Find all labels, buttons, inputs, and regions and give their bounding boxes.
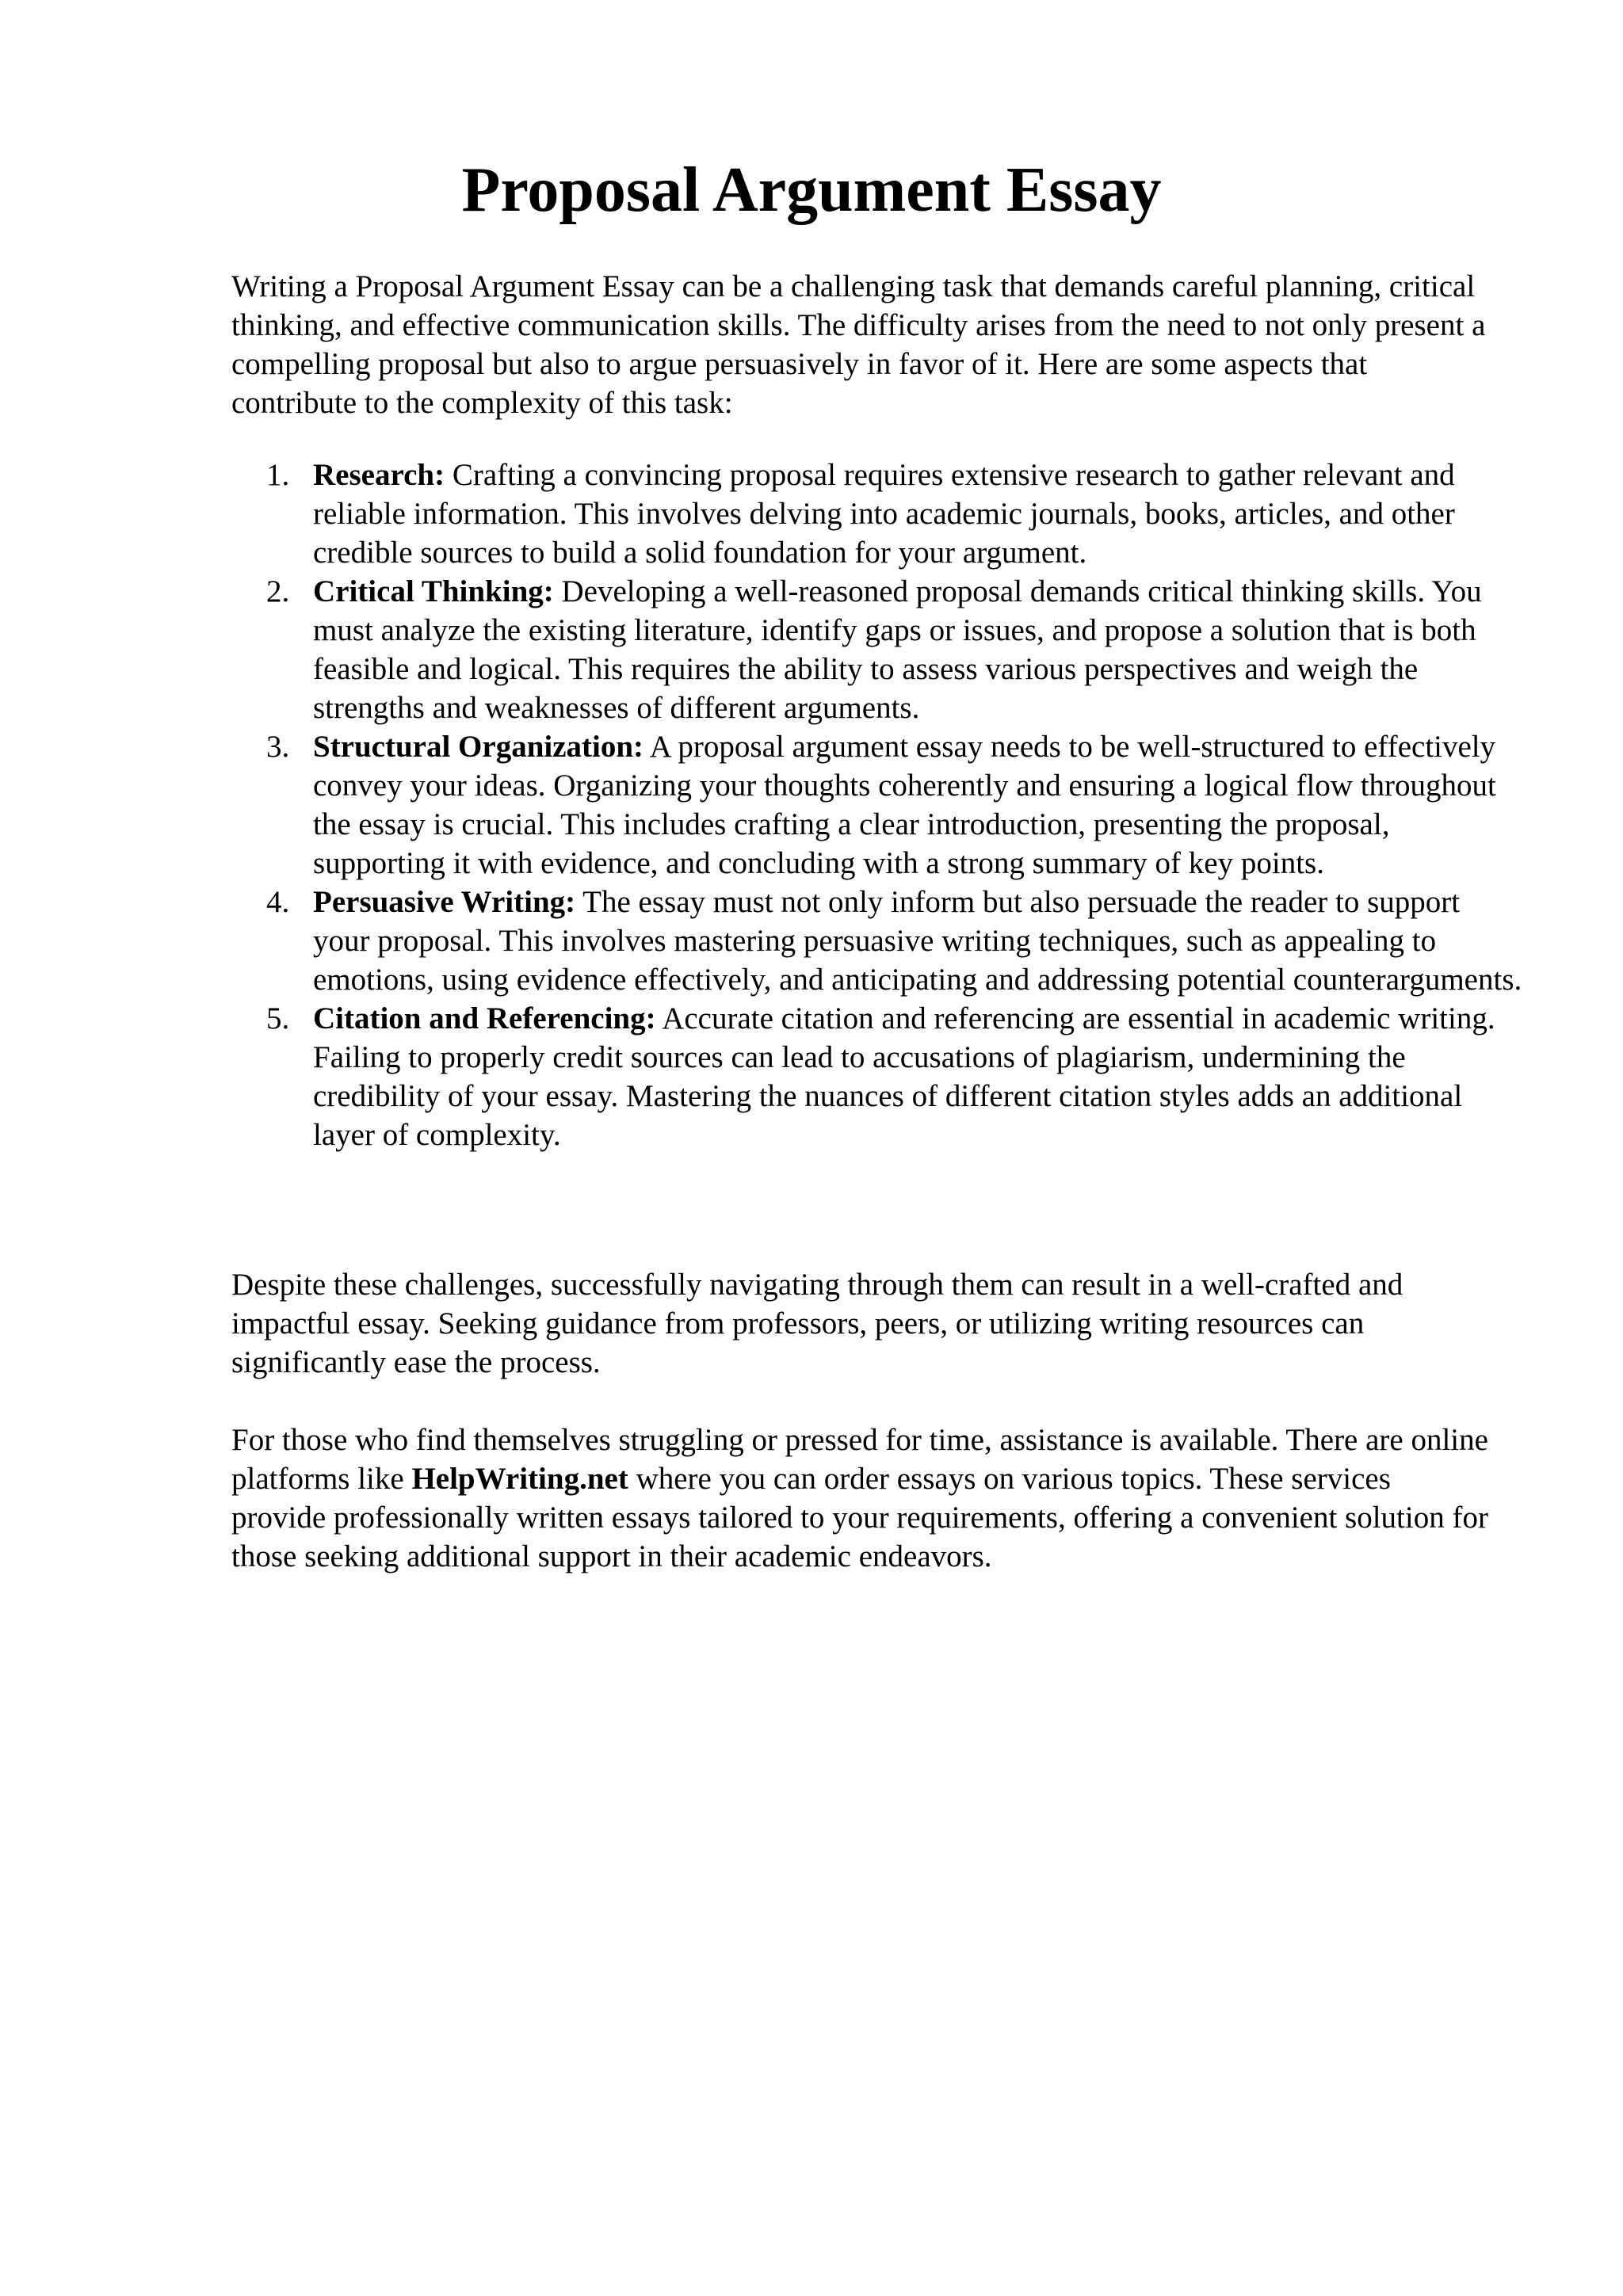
- list-item-term: Structural Organization:: [313, 730, 644, 764]
- list-item: [231, 727, 1523, 883]
- page-title: Proposal Argument Essay: [461, 155, 1162, 225]
- list-item-term: Research:: [313, 458, 445, 492]
- list-item-number: 1.: [266, 458, 290, 492]
- list-item: [231, 572, 1523, 727]
- list-item-text: Crafting a convincing proposal requires extensive research to gather relevant and reliable information. This involves delving into academic journals, books, articles, and other credible sources to build a solid foundation for your argument.: [313, 458, 1455, 570]
- list-item: [231, 883, 1523, 999]
- list-item-text: Developing a well-reasoned proposal demands critical thinking skills. You must analyze the existing literature, identify gaps or issues, and propose a solution that is both feasible and logical. This requires the ability to assess various perspectives and weigh the strengths and weaknesses of different arguments.: [313, 574, 1482, 725]
- brand-name: HelpWriting.net: [411, 1462, 628, 1496]
- list-item-text: A proposal argument essay needs to be well-structured to effectively convey your ideas. Organizing your thoughts coherently and ensuring a logical flow throughout the essay is crucial. This includes crafting a clear introduction, presenting the proposal, supporting it with evidence, and concluding with a strong summary of key points.: [313, 730, 1496, 880]
- list-item-term: Critical Thinking:: [313, 574, 554, 608]
- list-item-term: Persuasive Writing:: [313, 885, 576, 919]
- aspects-list: [231, 456, 1523, 1154]
- list-item-number: 3.: [266, 730, 290, 764]
- list-item-number: 2.: [266, 574, 290, 608]
- list-item-term: Citation and Referencing:: [313, 1001, 656, 1035]
- list-item-number: 4.: [266, 885, 290, 919]
- list-item-number: 5.: [266, 1001, 290, 1035]
- closing-text-after: where you can order essays on various topics. These services provide professionally written essays tailored to your requirements, offering a convenient solution for those seeking additional support in their academic endeavors.: [231, 1462, 1488, 1573]
- list-item: [231, 999, 1523, 1154]
- list-item: [231, 456, 1523, 572]
- closing-paragraph: [231, 1421, 1491, 1576]
- closing-text-before: For those who find themselves struggling or pressed for time, assistance is available. There are online platforms like: [231, 1423, 1488, 1496]
- despite-paragraph: Despite these challenges, successfully navigating through them can result in a well-crafted and impactful essay. Seeking guidance from professors, peers, or utilizing writing resources can significantly ease the process.: [231, 1268, 1403, 1379]
- intro-paragraph: Writing a Proposal Argument Essay can be a challenging task that demands careful planning, critical thinking, and effective communication skills. The difficulty arises from the need to not only present a compelling proposal but also to argue persuasively in favor of it. Here are some aspects that contribute to the complexity of this task:: [231, 269, 1486, 420]
- list-item-text: Accurate citation and referencing are essential in academic writing. Failing to properly credit sources can lead to accusations of plagiarism, undermining the credibility of your essay. Mastering the nuances of different citation styles adds an additional layer of complexity.: [313, 1001, 1495, 1152]
- list-item-text: The essay must not only inform but also persuade the reader to support your proposal. This involves mastering persuasive writing techniques, such as appealing to emotions, using evidence effectively, and anticipating and addressing potential counterarguments.: [313, 885, 1522, 997]
